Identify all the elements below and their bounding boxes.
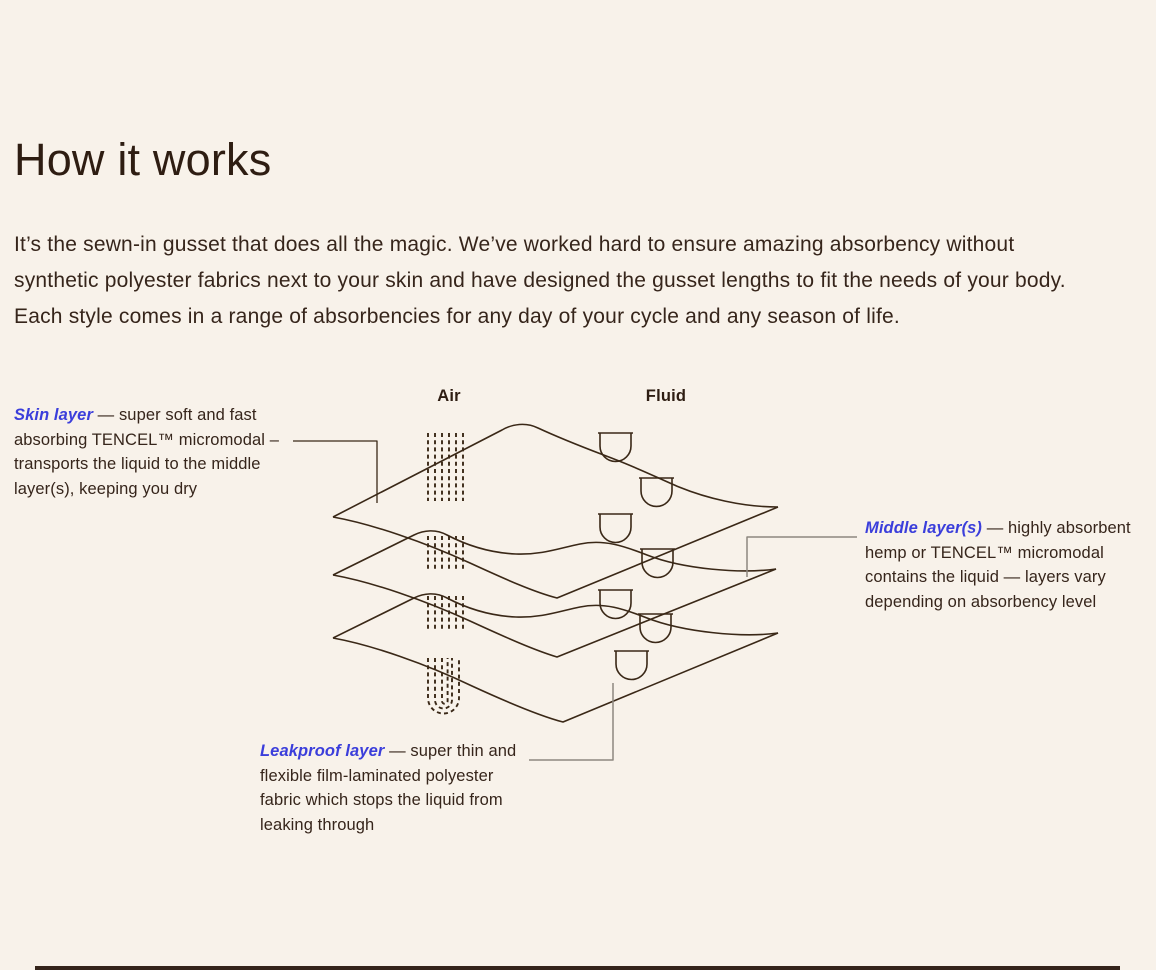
leakproof-layer-connector [529,683,613,760]
leakproof-layer-label: Leakproof layer [260,742,385,760]
skin-layer-label: Skin layer [14,406,93,424]
fluid-droplets [598,433,675,679]
middle-layer-label: Middle layer(s) [865,519,983,537]
annotation-middle-layer [865,516,1156,614]
fabric-layer-leakproof [333,594,778,722]
intro-line: It’s the sewn-in gusset that does all the magic. We’ve worked hard to ensure amazing absorbency without [14,233,1015,256]
intro-line: Each style comes in a range of absorbencies for any day of your cycle and any season of life. [14,305,900,328]
middle-layer-description: — highly absorbent hemp or TENCEL™ micromodal contains the liquid — layers vary depending on absorbency level [865,519,1131,611]
air-dash-group-1 [428,433,463,501]
skin-layer-description: — super soft and fast absorbing TENCEL™ micromodal – transports the liquid to the middle layer(s), keeping you dry [14,406,279,498]
air-label: Air [437,387,461,405]
fluid-droplet-icon [598,514,633,543]
fluid-droplet-icon [614,651,649,679]
section-title: How it works [14,134,272,185]
skin-layer-connector [293,441,377,503]
leakproof-layer-description: — super thin and flexible film-laminated polyester fabric which stops the liquid from leaking through [260,742,517,834]
annotation-leakproof-layer [260,739,522,837]
air-dash-group-3 [428,596,463,631]
intro-line: synthetic polyester fabrics next to your skin and have designed the gusset lengths to fit the needs of your body. [14,269,1066,292]
bottom-divider [35,966,1120,970]
fluid-label: Fluid [645,387,687,405]
fabric-layer-skin [333,424,778,598]
fluid-droplet-icon [598,433,633,462]
air-uturn-dashes-icon [428,658,459,714]
fabric-layer-middle [333,531,776,657]
fluid-droplet-icon [598,590,633,619]
annotation-skin-layer [14,403,295,501]
fluid-droplet-icon [640,549,675,578]
air-flow-dashes-icon [428,433,463,714]
